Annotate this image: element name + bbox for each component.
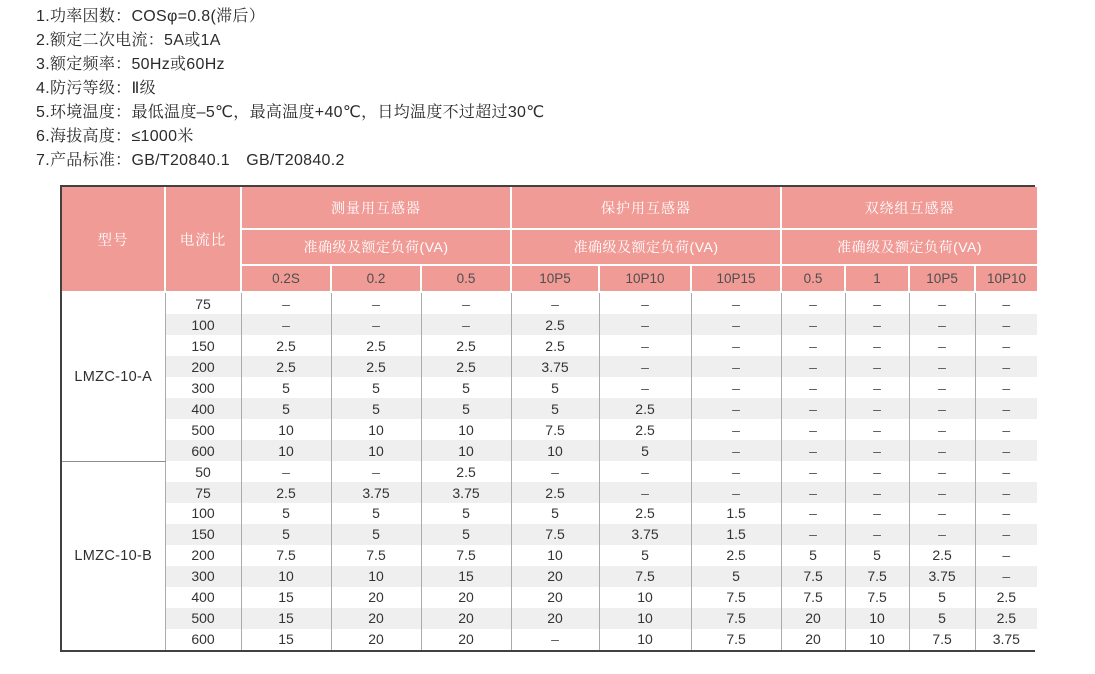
value-cell: 7.5	[781, 587, 845, 608]
table-row	[62, 377, 1037, 398]
value-cell: –	[511, 629, 599, 650]
value-cell: 3.75	[421, 482, 511, 503]
value-cell: –	[909, 440, 975, 461]
value-cell: 10	[421, 440, 511, 461]
ratio-cell: 50	[165, 461, 241, 482]
col-header-10p5: 10P5	[511, 265, 599, 292]
value-cell: 5	[599, 440, 691, 461]
value-cell: –	[909, 377, 975, 398]
spec-item-product-standard: 7.产品标准：GB/T20840.1 GB/T20840.2	[36, 152, 345, 169]
value-cell: –	[781, 335, 845, 356]
col-header-0-5: 0.5	[421, 265, 511, 292]
model-cell: LMZC-10-A	[62, 292, 165, 461]
col-header-dual-1: 1	[845, 265, 909, 292]
value-cell: 2.5	[421, 356, 511, 377]
ratio-cell: 300	[165, 566, 241, 587]
table-row	[62, 335, 1037, 356]
value-cell: –	[909, 524, 975, 545]
value-cell: –	[975, 482, 1037, 503]
value-cell: 5	[781, 545, 845, 566]
col-header-0-2: 0.2	[331, 265, 421, 292]
value-cell: –	[599, 335, 691, 356]
value-cell: 10	[511, 440, 599, 461]
value-cell: –	[599, 314, 691, 335]
value-cell: –	[599, 377, 691, 398]
value-cell: 10	[331, 419, 421, 440]
value-cell: 5	[331, 524, 421, 545]
value-cell: 5	[331, 503, 421, 524]
value-cell: 10	[845, 608, 909, 629]
table-row	[62, 292, 1037, 314]
value-cell: –	[845, 292, 909, 314]
value-cell: 2.5	[511, 314, 599, 335]
value-cell: –	[909, 356, 975, 377]
value-cell: 10	[845, 629, 909, 650]
col-header-10p10: 10P10	[599, 265, 691, 292]
value-cell: –	[975, 461, 1037, 482]
ratio-cell: 100	[165, 503, 241, 524]
value-cell: 5	[511, 377, 599, 398]
table-row	[62, 629, 1037, 650]
value-cell: 5	[511, 398, 599, 419]
ratio-cell: 100	[165, 314, 241, 335]
value-cell: –	[691, 398, 781, 419]
value-cell: –	[845, 419, 909, 440]
ratio-cell: 150	[165, 524, 241, 545]
value-cell: 1.5	[691, 524, 781, 545]
value-cell: 7.5	[691, 629, 781, 650]
value-cell: 20	[511, 608, 599, 629]
table-row	[62, 503, 1037, 524]
value-cell: 7.5	[241, 545, 331, 566]
value-cell: –	[691, 440, 781, 461]
value-cell: –	[331, 461, 421, 482]
value-cell: –	[781, 482, 845, 503]
value-cell: 5	[241, 398, 331, 419]
value-cell: 10	[599, 629, 691, 650]
value-cell: 5	[599, 545, 691, 566]
value-cell: –	[845, 356, 909, 377]
ratio-cell: 400	[165, 587, 241, 608]
value-cell: 7.5	[845, 566, 909, 587]
value-cell: –	[975, 398, 1037, 419]
value-cell: 10	[421, 419, 511, 440]
table-row	[62, 461, 1037, 482]
value-cell: –	[241, 314, 331, 335]
value-cell: 7.5	[421, 545, 511, 566]
ratings-table-frame	[60, 185, 1035, 652]
value-cell: 7.5	[781, 566, 845, 587]
value-cell: –	[845, 503, 909, 524]
value-cell: –	[975, 545, 1037, 566]
value-cell: 3.75	[331, 482, 421, 503]
value-cell: –	[975, 503, 1037, 524]
value-cell: –	[845, 524, 909, 545]
table-row	[62, 440, 1037, 461]
group-header-measuring: 测量用互感器	[241, 187, 511, 229]
value-cell: 20	[421, 629, 511, 650]
value-cell: –	[331, 292, 421, 314]
group-header-protection: 保护用互感器	[511, 187, 781, 229]
value-cell: 2.5	[511, 335, 599, 356]
ratio-cell: 300	[165, 377, 241, 398]
value-cell: –	[909, 292, 975, 314]
ratio-cell: 150	[165, 335, 241, 356]
value-cell: 5	[691, 566, 781, 587]
value-cell: 7.5	[845, 587, 909, 608]
ratio-cell: 75	[165, 482, 241, 503]
value-cell: 20	[421, 608, 511, 629]
col-header-10p15: 10P15	[691, 265, 781, 292]
value-cell: 7.5	[599, 566, 691, 587]
table-header	[62, 187, 1037, 292]
value-cell: 7.5	[511, 524, 599, 545]
value-cell: –	[781, 377, 845, 398]
table-row	[62, 314, 1037, 335]
value-cell: 15	[241, 608, 331, 629]
value-cell: –	[845, 377, 909, 398]
value-cell: 7.5	[511, 419, 599, 440]
value-cell: –	[975, 314, 1037, 335]
col-header-0-2s: 0.2S	[241, 265, 331, 292]
value-cell: –	[909, 482, 975, 503]
value-cell: –	[909, 461, 975, 482]
value-cell: –	[781, 503, 845, 524]
value-cell: –	[511, 292, 599, 314]
ratio-cell: 200	[165, 545, 241, 566]
table-row	[62, 566, 1037, 587]
spec-item-secondary-current: 2.额定二次电流：5A或1A	[36, 32, 221, 49]
value-cell: –	[781, 398, 845, 419]
value-cell: 2.5	[241, 356, 331, 377]
ratings-table	[62, 187, 1037, 650]
value-cell: 1.5	[691, 503, 781, 524]
table-row	[62, 398, 1037, 419]
value-cell: 10	[331, 440, 421, 461]
ratio-cell: 500	[165, 419, 241, 440]
value-cell: –	[909, 314, 975, 335]
value-cell: 15	[241, 587, 331, 608]
value-cell: 10	[241, 566, 331, 587]
value-cell: 5	[241, 503, 331, 524]
value-cell: –	[421, 292, 511, 314]
ratio-cell: 400	[165, 398, 241, 419]
value-cell: 10	[511, 545, 599, 566]
value-cell: 3.75	[909, 566, 975, 587]
value-cell: –	[845, 335, 909, 356]
value-cell: 2.5	[421, 335, 511, 356]
value-cell: 2.5	[241, 335, 331, 356]
value-cell: 5	[421, 524, 511, 545]
value-cell: 2.5	[421, 461, 511, 482]
col-header-dual-0-5: 0.5	[781, 265, 845, 292]
value-cell: –	[599, 292, 691, 314]
value-cell: 2.5	[511, 482, 599, 503]
value-cell: 2.5	[331, 356, 421, 377]
value-cell: 2.5	[599, 398, 691, 419]
value-cell: 2.5	[691, 545, 781, 566]
value-cell: 15	[241, 629, 331, 650]
value-cell: 2.5	[975, 587, 1037, 608]
value-cell: –	[691, 314, 781, 335]
spec-item-ambient-temperature: 5.环境温度：最低温度–5℃，最高温度+40℃，日均温度不过超过30℃	[36, 104, 545, 121]
spec-item-rated-frequency: 3.额定频率：50Hz或60Hz	[36, 56, 225, 73]
value-cell: 5	[331, 398, 421, 419]
value-cell: –	[975, 440, 1037, 461]
value-cell: 20	[511, 566, 599, 587]
value-cell: –	[845, 314, 909, 335]
value-cell: 2.5	[331, 335, 421, 356]
value-cell: 5	[909, 608, 975, 629]
value-cell: –	[781, 356, 845, 377]
value-cell: –	[691, 335, 781, 356]
value-cell: 5	[241, 524, 331, 545]
value-cell: –	[511, 461, 599, 482]
value-cell: –	[691, 482, 781, 503]
subtitle-protection: 准确级及额定负荷(VA)	[511, 229, 781, 265]
value-cell: 2.5	[599, 419, 691, 440]
ratio-cell: 500	[165, 608, 241, 629]
header-row-groups	[62, 187, 1037, 229]
subtitle-dual-winding: 准确级及额定负荷(VA)	[781, 229, 1037, 265]
value-cell: 7.5	[691, 608, 781, 629]
value-cell: 20	[421, 587, 511, 608]
value-cell: –	[975, 335, 1037, 356]
table-row	[62, 608, 1037, 629]
value-cell: 5	[845, 545, 909, 566]
value-cell: 20	[331, 587, 421, 608]
value-cell: –	[241, 461, 331, 482]
value-cell: –	[781, 524, 845, 545]
value-cell: –	[845, 461, 909, 482]
value-cell: –	[975, 356, 1037, 377]
value-cell: –	[845, 398, 909, 419]
group-header-dual-winding: 双绕组互感器	[781, 187, 1037, 229]
value-cell: 10	[599, 608, 691, 629]
value-cell: 2.5	[599, 503, 691, 524]
value-cell: –	[691, 461, 781, 482]
subtitle-measuring: 准确级及额定负荷(VA)	[241, 229, 511, 265]
table-row	[62, 419, 1037, 440]
value-cell: –	[599, 461, 691, 482]
spec-item-pollution-class: 4.防污等级：Ⅱ级	[36, 80, 156, 97]
value-cell: –	[331, 314, 421, 335]
ratio-cell: 75	[165, 292, 241, 314]
table-row	[62, 587, 1037, 608]
value-cell: 5	[241, 377, 331, 398]
value-cell: 5	[331, 377, 421, 398]
value-cell: 10	[599, 587, 691, 608]
value-cell: 2.5	[909, 545, 975, 566]
ratio-cell: 600	[165, 629, 241, 650]
value-cell: –	[691, 419, 781, 440]
value-cell: –	[909, 335, 975, 356]
table-row	[62, 356, 1037, 377]
value-cell: –	[845, 482, 909, 503]
value-cell: 5	[511, 503, 599, 524]
value-cell: 15	[421, 566, 511, 587]
value-cell: 5	[421, 398, 511, 419]
value-cell: –	[975, 566, 1037, 587]
value-cell: 10	[241, 419, 331, 440]
value-cell: 2.5	[975, 608, 1037, 629]
value-cell: –	[599, 356, 691, 377]
value-cell: 3.75	[599, 524, 691, 545]
model-cell: LMZC-10-B	[62, 461, 165, 650]
value-cell: 5	[909, 587, 975, 608]
value-cell: 20	[331, 629, 421, 650]
value-cell: –	[781, 419, 845, 440]
value-cell: 5	[421, 377, 511, 398]
value-cell: –	[845, 440, 909, 461]
table-row	[62, 524, 1037, 545]
value-cell: –	[975, 377, 1037, 398]
value-cell: –	[909, 503, 975, 524]
value-cell: 20	[331, 608, 421, 629]
value-cell: 7.5	[909, 629, 975, 650]
value-cell: 5	[421, 503, 511, 524]
spec-item-power-factor: 1.功率因数：COSφ=0.8(滞后）	[36, 8, 266, 25]
table-row	[62, 545, 1037, 566]
value-cell: 2.5	[241, 482, 331, 503]
value-cell: 20	[781, 629, 845, 650]
value-cell: –	[909, 419, 975, 440]
value-cell: –	[421, 314, 511, 335]
value-cell: –	[599, 482, 691, 503]
value-cell: –	[691, 292, 781, 314]
value-cell: –	[241, 292, 331, 314]
col-header-dual-10p10: 10P10	[975, 265, 1037, 292]
value-cell: –	[781, 461, 845, 482]
value-cell: 20	[511, 587, 599, 608]
value-cell: –	[781, 314, 845, 335]
table-row	[62, 482, 1037, 503]
col-header-ratio: 电流比	[165, 187, 241, 292]
value-cell: 7.5	[331, 545, 421, 566]
col-header-model: 型号	[62, 187, 165, 292]
value-cell: –	[975, 419, 1037, 440]
value-cell: –	[781, 292, 845, 314]
value-cell: 10	[331, 566, 421, 587]
spec-item-altitude: 6.海拔高度：≤1000米	[36, 128, 194, 145]
value-cell: –	[691, 356, 781, 377]
value-cell: 3.75	[511, 356, 599, 377]
value-cell: –	[909, 398, 975, 419]
value-cell: 20	[781, 608, 845, 629]
value-cell: 10	[241, 440, 331, 461]
value-cell: 7.5	[691, 587, 781, 608]
spec-list	[36, 5, 545, 173]
ratio-cell: 600	[165, 440, 241, 461]
col-header-dual-10p5: 10P5	[909, 265, 975, 292]
table-body	[62, 292, 1037, 650]
value-cell: –	[975, 292, 1037, 314]
ratio-cell: 200	[165, 356, 241, 377]
value-cell: –	[975, 524, 1037, 545]
value-cell: –	[691, 377, 781, 398]
value-cell: 3.75	[975, 629, 1037, 650]
value-cell: –	[781, 440, 845, 461]
